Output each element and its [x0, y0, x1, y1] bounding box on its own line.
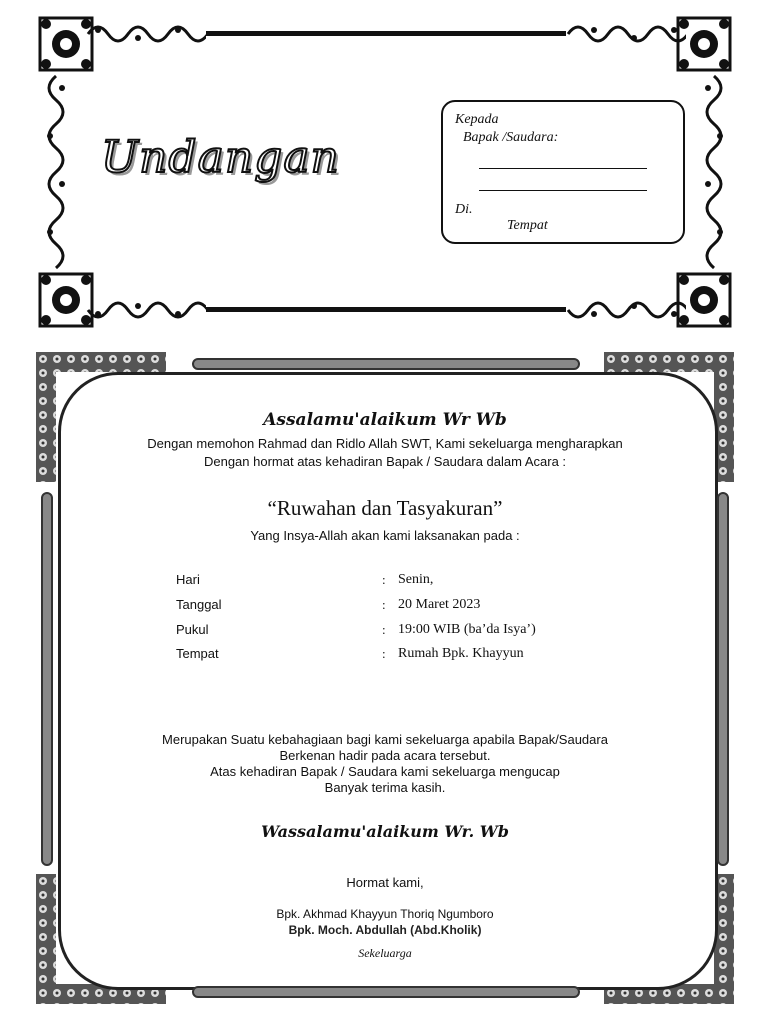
- recipient-at-label: Di.: [455, 202, 473, 217]
- top-border-bar: [192, 358, 580, 370]
- bottom-left-corner-ornament: [36, 270, 96, 330]
- recipient-name-line: [479, 168, 647, 169]
- farewell: Wassalamu'alaikum Wr. Wb: [261, 822, 509, 841]
- bottom-right-corner-ornament: [674, 270, 734, 330]
- greeting: Assalamu'alaikum Wr Wb: [263, 410, 507, 430]
- closing-line: Banyak terima kasih.: [324, 780, 446, 795]
- detail-separator: :: [382, 597, 386, 612]
- detail-separator: :: [382, 622, 386, 637]
- right-side-scroll-ornament: [700, 74, 728, 270]
- regards: Hormat kami,: [346, 875, 424, 890]
- detail-separator: :: [382, 646, 386, 661]
- closing-line: Berkenan hadir pada acara tersebut.: [279, 748, 491, 763]
- detail-value: Rumah Bpk. Khayyun: [398, 646, 524, 661]
- detail-label: Tempat: [176, 646, 219, 661]
- bottom-right-scroll-ornament: [566, 296, 686, 324]
- bottom-border-line: [206, 307, 566, 312]
- detail-value: 20 Maret 2023: [398, 597, 481, 612]
- bottom-border-bar: [192, 986, 580, 998]
- top-left-scroll-ornament: [86, 20, 206, 48]
- detail-label: Hari: [176, 572, 200, 587]
- recipient-to-label: Kepada: [455, 112, 499, 127]
- left-border-bar: [41, 492, 53, 866]
- invitation-card: [36, 352, 734, 1004]
- detail-value: 19:00 WIB (ba’da Isya’): [398, 622, 536, 637]
- top-right-corner-ornament: [674, 14, 734, 74]
- detail-row-day: [176, 572, 596, 594]
- event-subtitle: Yang Insya-Allah akan kami laksanakan pada :: [250, 528, 520, 543]
- recipient-address-box: [441, 100, 685, 244]
- recipient-place-label: Tempat: [507, 218, 548, 233]
- detail-row-date: [176, 597, 596, 619]
- closing-line: Merupakan Suatu kebahagiaan bagi kami sekeluarga apabila Bapak/Saudara: [162, 732, 608, 747]
- recipient-name-line: [479, 190, 647, 191]
- recipient-name-label: Bapak /Saudara:: [463, 130, 559, 145]
- bottom-left-scroll-ornament: [86, 296, 206, 324]
- top-left-corner-ornament: [36, 14, 96, 74]
- left-side-scroll-ornament: [42, 74, 70, 270]
- detail-label: Tanggal: [176, 597, 222, 612]
- top-border-line: [206, 31, 566, 36]
- signatory: Bpk. Moch. Abdullah (Abd.Kholik): [288, 923, 482, 937]
- detail-value: Senin,: [398, 572, 434, 587]
- intro-line: Dengan hormat atas kehadiran Bapak / Saudara dalam Acara :: [203, 454, 567, 469]
- event-title: “Ruwahan dan Tasyakuran”: [267, 496, 503, 520]
- detail-row-time: [176, 622, 596, 644]
- closing-line: Atas kehadiran Bapak / Saudara kami sekeluarga mengucap: [210, 764, 560, 779]
- detail-label: Pukul: [176, 622, 209, 637]
- detail-row-place: [176, 646, 596, 668]
- detail-separator: :: [382, 572, 386, 587]
- right-border-bar: [717, 492, 729, 866]
- intro-line: Dengan memohon Rahmad dan Ridlo Allah SWT, Kami sekeluarga mengharapkan: [147, 436, 623, 451]
- signatory: Bpk. Akhmad Khayyun Thoriq Ngumboro: [276, 907, 494, 921]
- top-right-scroll-ornament: [566, 20, 686, 48]
- envelope-title: Undangan: [101, 132, 340, 183]
- envelope: [36, 14, 734, 330]
- signatory-family: Sekeluarga: [358, 946, 412, 960]
